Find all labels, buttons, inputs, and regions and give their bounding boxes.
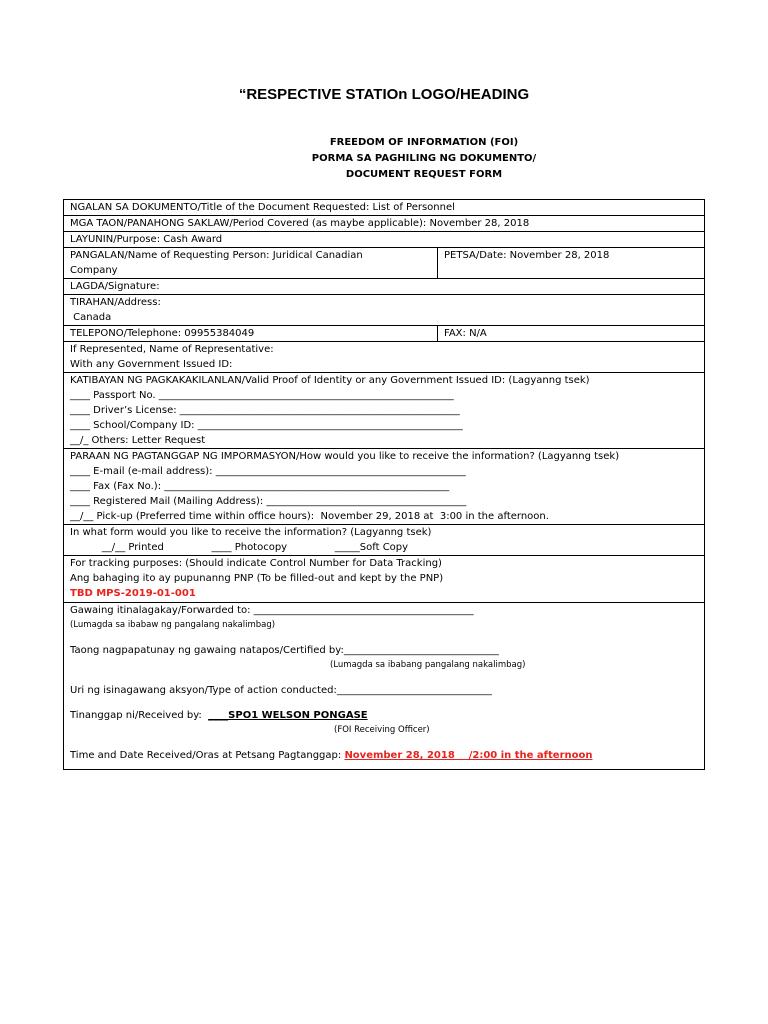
received-time-label: Time and Date Received/Oras at Petsang Pagtanggap: xyxy=(70,750,345,761)
row-processing xyxy=(64,603,705,770)
row-tracking xyxy=(64,556,705,603)
receive-form-heading: In what form would you like to receive the information? (Lagyanng tsek) xyxy=(70,527,432,538)
request-form-table xyxy=(63,199,705,770)
telephone-field[interactable]: TELEPONO/Telephone: 09955384049 xyxy=(64,326,438,342)
row-document-title xyxy=(64,200,705,216)
tracking-purpose-label: For tracking purposes: (Should indicate Control Number for Data Tracking) xyxy=(70,558,442,569)
signature-field[interactable]: LAGDA/Signature: xyxy=(64,279,705,295)
received-by-field[interactable] xyxy=(70,708,698,723)
representative-name-label: If Represented, Name of Representative: xyxy=(70,344,274,355)
address-label: TIRAHAN/Address: xyxy=(70,297,161,308)
received-by-note: (FOI Receiving Officer) xyxy=(334,725,430,735)
representative-field[interactable] xyxy=(64,342,705,373)
proof-option-school-id[interactable]: ____ School/Company ID: _____________________________________________________ xyxy=(70,420,463,431)
forwarded-to-note: (Lumagda sa ibabaw ng pangalang nakalimbag) xyxy=(70,620,276,630)
purpose-field[interactable]: LAYUNIN/Purpose: Cash Award xyxy=(64,232,705,248)
form-title-block xyxy=(0,135,768,183)
tracking-number: TBD MPS-2019-01-001 xyxy=(70,588,196,599)
representative-id-label: With any Government Issued ID: xyxy=(70,359,233,370)
row-address xyxy=(64,295,705,326)
tracking-pnp-note: Ang bahaging ito ay pupunanng PNP (To be filled-out and kept by the PNP) xyxy=(70,573,444,584)
requester-name-line2: Company xyxy=(70,265,118,276)
certified-by-note: (Lumagda sa ibabang pangalang nakalimbag) xyxy=(330,660,526,670)
receive-form-section xyxy=(64,525,705,556)
row-requester xyxy=(64,248,705,279)
row-receive-method xyxy=(64,449,705,525)
receive-option-mail[interactable]: ____ Registered Mail (Mailing Address): ________________________________________ xyxy=(70,496,467,507)
receive-option-pickup[interactable]: __/__ Pick-up (Preferred time within office hours): November 29, 2018 at 3:00 in the afternoon. xyxy=(70,511,549,522)
forwarded-to-field[interactable]: Gawaing itinalagakay/Forwarded to: ____________________________________________ xyxy=(70,605,474,616)
receive-method-section xyxy=(64,449,705,525)
requester-name-line1: PANGALAN/Name of Requesting Person: Juridical Canadian xyxy=(70,250,363,261)
row-telephone-fax xyxy=(64,326,705,342)
received-by-name: ____SPO1 WELSON PONGASE xyxy=(208,710,368,721)
certified-by-field[interactable]: Taong nagpapatunay ng gawaing natapos/Certified by:_______________________________ xyxy=(70,645,499,656)
row-signature xyxy=(64,279,705,295)
document-title-field[interactable]: NGALAN SA DOKUMENTO/Title of the Document Requested: List of Personnel xyxy=(64,200,705,216)
foi-title: FREEDOM OF INFORMATION (FOI) xyxy=(329,137,519,148)
form-title-english: DOCUMENT REQUEST FORM xyxy=(345,169,503,180)
processing-section xyxy=(64,603,705,770)
row-purpose xyxy=(64,232,705,248)
proof-option-passport[interactable]: ____ Passport No. ___________________________________________________________ xyxy=(70,390,454,401)
period-covered-field[interactable]: MGA TAON/PANAHONG SAKLAW/Period Covered (as maybe applicable): November 28, 2018 xyxy=(64,216,705,232)
received-time-value: November 28, 2018 /2:00 in the afternoon xyxy=(344,750,593,761)
proof-option-others[interactable]: __/_ Others: Letter Request xyxy=(70,435,206,446)
receive-option-fax[interactable]: ____ Fax (Fax No.): _________________________________________________________ xyxy=(70,481,450,492)
receive-form-options[interactable]: __/__ Printed ____ Photocopy _____Soft Copy xyxy=(70,542,409,553)
proof-of-identity-section xyxy=(64,373,705,449)
received-time-field[interactable] xyxy=(70,748,698,763)
row-receive-form xyxy=(64,525,705,556)
receive-heading: PARAAN NG PAGTANGGAP NG IMPORMASYON/How would you like to receive the information? (Lagyanng tsek) xyxy=(70,451,620,462)
fax-field[interactable]: FAX: N/A xyxy=(438,326,705,342)
tracking-section xyxy=(64,556,705,603)
station-heading: “RESPECTIVE STATIOn LOGO/HEADING xyxy=(238,86,530,103)
address-value: Canada xyxy=(70,312,112,323)
address-field[interactable] xyxy=(64,295,705,326)
row-proof-of-identity xyxy=(64,373,705,449)
requester-name-field[interactable] xyxy=(64,248,438,279)
receive-option-email[interactable]: ____ E-mail (e-mail address): __________________________________________________ xyxy=(70,466,466,477)
received-by-label: Tinanggap ni/Received by: xyxy=(70,710,209,721)
form-title-tagalog: PORMA SA PAGHILING NG DOKUMENTO/ xyxy=(311,153,537,164)
action-type-field[interactable]: Uri ng isinagawang aksyon/Type of action conducted:_______________________________ xyxy=(70,685,492,696)
proof-option-license[interactable]: ____ Driver’s License: ________________________________________________________ xyxy=(70,405,460,416)
row-representative xyxy=(64,342,705,373)
row-period-covered xyxy=(64,216,705,232)
request-date-field[interactable]: PETSA/Date: November 28, 2018 xyxy=(438,248,705,279)
proof-heading: KATIBAYAN NG PAGKAKAKILANLAN/Valid Proof of Identity or any Government Issued ID: (Lagyanng tsek) xyxy=(70,375,590,386)
